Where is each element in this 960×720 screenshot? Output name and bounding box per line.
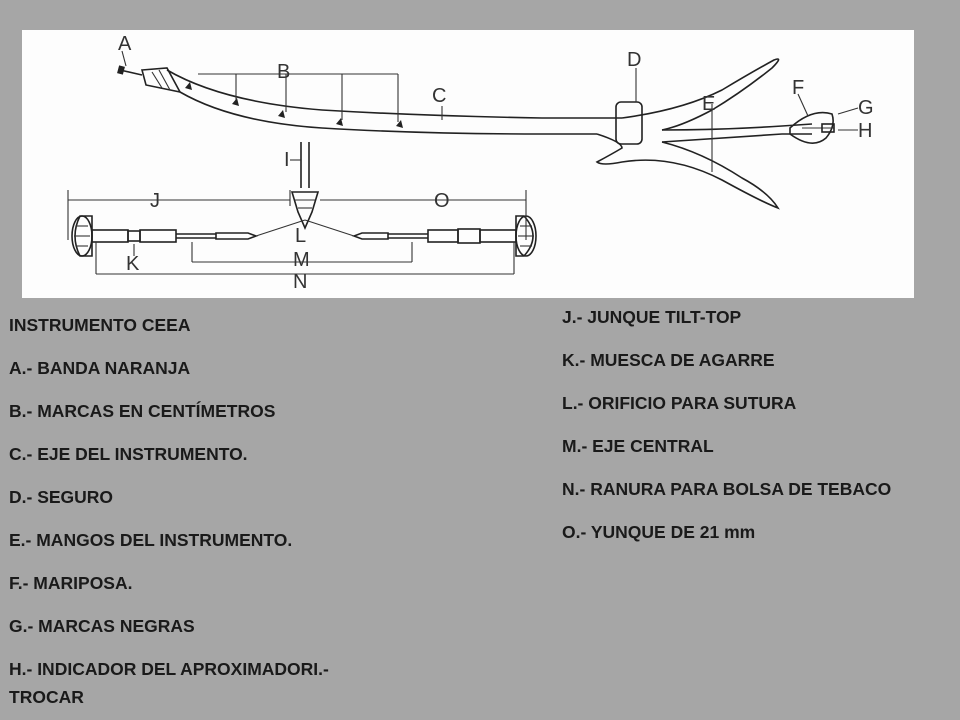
label-e: E — [702, 93, 716, 115]
label-h: H — [858, 120, 873, 142]
label-c: C — [432, 85, 447, 107]
legend-title: INSTRUMENTO CEEA — [9, 315, 191, 335]
legend-item-g: G.- MARCAS NEGRAS — [9, 616, 195, 636]
label-b: B — [277, 61, 291, 83]
legend-item-h-cont: TROCAR — [9, 687, 84, 707]
label-d: D — [627, 49, 642, 71]
instrument-diagram — [22, 30, 914, 298]
legend-item-c: C.- EJE DEL INSTRUMENTO. — [9, 444, 248, 464]
instrument-drawing — [22, 30, 914, 298]
legend-item-h: H.- INDICADOR DEL APROXIMADORI.- — [9, 659, 329, 679]
label-n: N — [293, 271, 308, 293]
legend-item-e: E.- MANGOS DEL INSTRUMENTO. — [9, 530, 293, 550]
label-m: M — [293, 249, 310, 271]
label-l: L — [295, 225, 307, 247]
legend-item-n: N.- RANURA PARA BOLSA DE TEBACO — [562, 479, 892, 499]
leader-lines-upper — [122, 51, 858, 172]
legend-item-m: M.- EJE CENTRAL — [562, 436, 714, 456]
label-f: F — [792, 77, 805, 99]
label-g: G — [858, 97, 874, 119]
stapler-body — [117, 59, 834, 208]
label-a: A — [118, 33, 132, 55]
legend-item-k: K.- MUESCA DE AGARRE — [562, 350, 775, 370]
legend-item-f: F.- MARIPOSA. — [9, 573, 133, 593]
legend-item-a: A.- BANDA NARANJA — [9, 358, 191, 378]
legend-item-o: O.- YUNQUE DE 21 mm — [562, 522, 756, 542]
label-i: I — [284, 149, 290, 171]
legend-item-b: B.- MARCAS EN CENTÍMETROS — [9, 401, 276, 421]
label-k: K — [126, 253, 140, 275]
legend-item-d: D.- SEGURO — [9, 487, 114, 507]
legend-item-l: L.- ORIFICIO PARA SUTURA — [562, 393, 797, 413]
label-j: J — [150, 190, 160, 212]
legend-item-j: J.- JUNQUE TILT-TOP — [562, 307, 742, 327]
label-o: O — [434, 190, 450, 212]
